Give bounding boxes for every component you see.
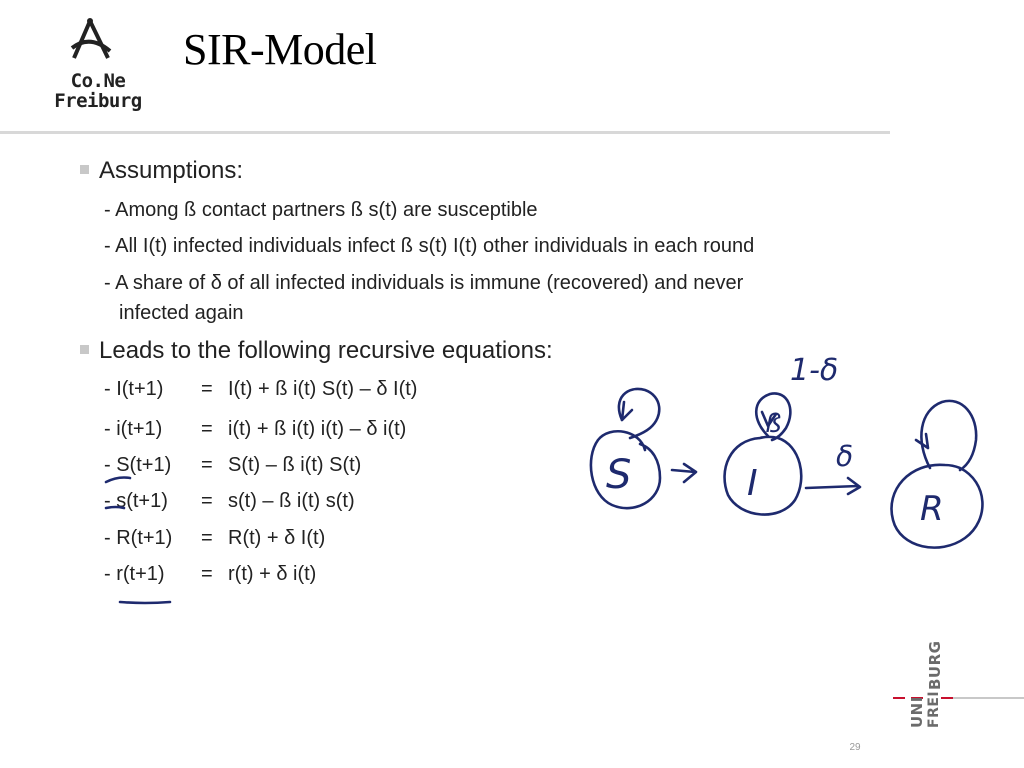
assumption-item: - All I(t) infected individuals infect ß s(t) I(t) other individuals in each round bbox=[104, 235, 755, 257]
equations-heading: Leads to the following recursive equations: bbox=[99, 337, 553, 364]
equation-lhs: - S(t+1) bbox=[104, 454, 172, 476]
node-r-label: R bbox=[920, 489, 944, 529]
equation-sign: = bbox=[201, 418, 213, 440]
page-number: 29 bbox=[849, 742, 861, 753]
equation-sign: = bbox=[201, 490, 213, 512]
underline-marks bbox=[104, 478, 173, 604]
arrow-s-to-i bbox=[672, 464, 696, 482]
equation-sign: = bbox=[201, 563, 213, 585]
equation-lhs: - s(t+1) bbox=[104, 490, 168, 512]
burg-text: BURG bbox=[926, 640, 944, 690]
loop-arrowhead bbox=[622, 402, 632, 420]
node-r-self-loop bbox=[921, 401, 976, 470]
uni-text: UNI bbox=[908, 696, 926, 728]
equation-rhs: i(t) + ß i(t) i(t) – δ i(t) bbox=[228, 418, 407, 440]
equation-lhs: - r(t+1) bbox=[104, 563, 165, 585]
equation-lhs: - i(t+1) bbox=[104, 418, 163, 440]
frei-text: FREI bbox=[926, 690, 942, 728]
uni-freiburg-logo bbox=[893, 640, 1024, 740]
equation-rhs: S(t) – ß i(t) S(t) bbox=[228, 454, 362, 476]
logo-line-2: Freiburg bbox=[54, 90, 142, 112]
equation-sign: = bbox=[201, 454, 213, 476]
label-delta: δ bbox=[836, 440, 854, 473]
equation-rhs: R(t) + δ I(t) bbox=[228, 527, 326, 549]
equation-sign: = bbox=[201, 378, 213, 400]
node-i-circle bbox=[725, 437, 802, 515]
equation-sign: = bbox=[201, 527, 213, 549]
node-s-self-loop bbox=[619, 389, 659, 438]
label-beta: ß bbox=[765, 409, 782, 439]
equation-rhs: s(t) – ß i(t) s(t) bbox=[228, 490, 355, 512]
equation-rhs: r(t) + δ i(t) bbox=[228, 563, 317, 585]
node-i-label: I bbox=[747, 463, 758, 504]
slide-title: SIR-Model bbox=[183, 25, 377, 74]
equation-rhs: I(t) + ß i(t) S(t) – δ I(t) bbox=[228, 378, 418, 400]
assumptions-heading: Assumptions: bbox=[99, 157, 244, 184]
label-one-minus-delta: 1-δ bbox=[790, 353, 839, 388]
logo-line-1: Co.Ne bbox=[70, 70, 126, 92]
assumption-item: - Among ß contact partners ß s(t) are susceptible bbox=[104, 199, 538, 221]
assumption-item: - A share of δ of all infected individuals is immune (recovered) and never bbox=[104, 272, 744, 294]
arrow-i-to-r bbox=[806, 478, 860, 494]
assumption-item-continued: infected again bbox=[119, 302, 244, 324]
node-s-label: S bbox=[606, 452, 632, 498]
equation-lhs: - I(t+1) bbox=[104, 378, 164, 400]
equation-lhs: - R(t+1) bbox=[104, 527, 173, 549]
